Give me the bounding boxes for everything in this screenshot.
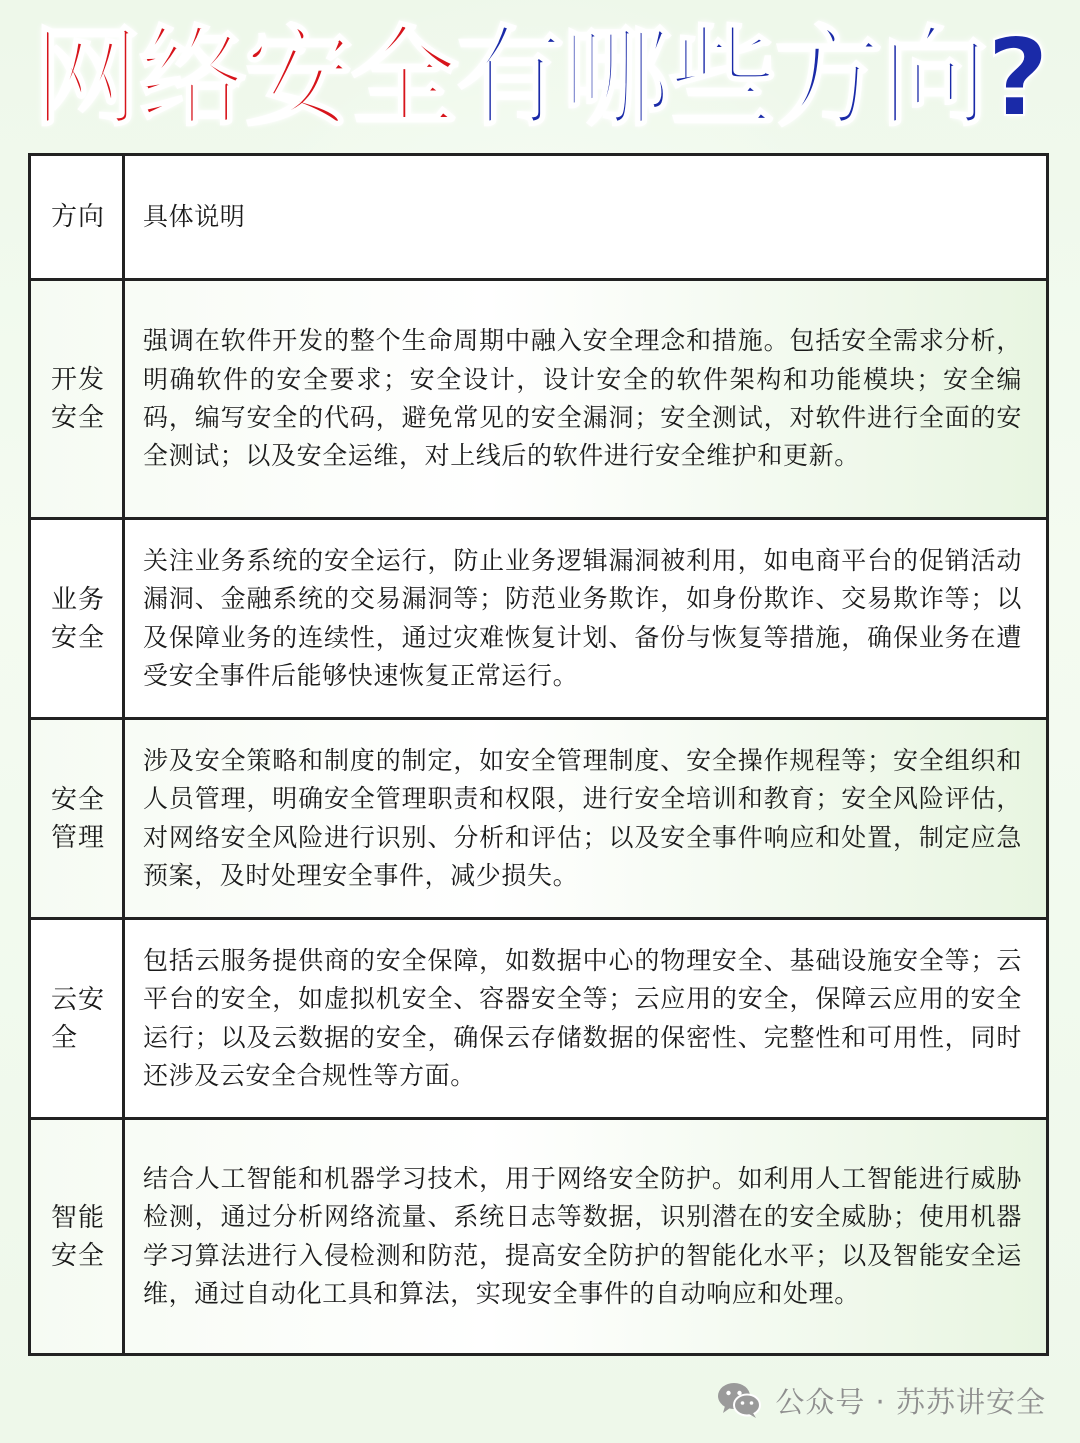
direction-label: 业务安全 — [51, 584, 106, 653]
description-text: 涉及安全策略和制度的制定，如安全管理制度、安全操作规程等；安全组织和人员管理，明确安全管理职责和权限，进行安全培训和教育；安全风险评估，对网络安全风险进行识别、分析和评估；以及安全事件响应和处置，制定应急预案，及时处理安全事件，减少损失。 — [143, 745, 1022, 890]
direction-label: 开发安全 — [51, 365, 106, 433]
page-title — [0, 14, 1080, 144]
table-row — [31, 517, 1046, 717]
header-direction-cell — [31, 156, 125, 278]
description-cell — [125, 520, 1046, 717]
header-description-label: 具体说明 — [143, 201, 246, 231]
footer-text: 公众号 · 苏苏讲安全 — [775, 1384, 1046, 1419]
table-row — [31, 917, 1046, 1117]
header-description-cell — [125, 156, 1046, 278]
table-header-row — [31, 156, 1046, 278]
direction-label: 智能安全 — [51, 1202, 106, 1271]
header-direction-label: 方向 — [51, 202, 106, 232]
direction-cell — [31, 520, 125, 717]
direction-cell — [31, 281, 125, 517]
description-cell — [125, 1120, 1046, 1353]
description-text: 结合人工智能和机器学习技术，用于网络安全防护。如利用人工智能进行威胁检测，通过分析网络流量、系统日志等数据，识别潜在的安全威胁；使用机器学习算法进行入侵检测和防范，提高安全防护的智能化水平；以及智能安全运维，通过自动化工具和算法，实现安全事件的自动响应和处理。 — [143, 1163, 1022, 1308]
description-cell — [125, 920, 1046, 1117]
direction-label: 云安全 — [51, 984, 106, 1053]
description-text: 包括云服务提供商的安全保障，如数据中心的物理安全、基础设施安全等；云平台的安全，如虚拟机安全、容器安全等；云应用的安全，保障云应用的安全运行；以及云数据的安全，确保云存储数据的保密性、完整性和可用性，同时还涉及云安全合规性等方面。 — [143, 945, 1022, 1090]
footer-watermark — [717, 1378, 1046, 1422]
title-blue-part: 有哪些方向? — [456, 16, 1048, 141]
wechat-icon — [717, 1381, 761, 1419]
table-row — [31, 1117, 1046, 1353]
description-cell — [125, 281, 1046, 517]
table-row — [31, 717, 1046, 917]
title-red-part: 网络安全 — [32, 16, 457, 141]
directions-table — [28, 153, 1049, 1356]
description-cell — [125, 720, 1046, 917]
direction-cell — [31, 720, 125, 917]
table-row — [31, 278, 1046, 517]
direction-label: 安全管理 — [51, 784, 106, 853]
description-text: 关注业务系统的安全运行，防止业务逻辑漏洞被利用，如电商平台的促销活动漏洞、金融系统的交易漏洞等；防范业务欺诈，如身份欺诈、交易欺诈等；以及保障业务的连续性，通过灾难恢复计划、备份与恢复等措施，确保业务在遭受安全事件后能够快速恢复正常运行。 — [143, 545, 1022, 690]
description-text: 强调在软件开发的整个生命周期中融入安全理念和措施。包括安全需求分析，明确软件的安全要求；安全设计，设计安全的软件架构和功能模块；安全编码，编写安全的代码，避免常见的安全漏洞；安全测试，对软件进行全面的安全测试；以及安全运维，对上线后的软件进行安全维护和更新。 — [143, 326, 1022, 471]
direction-cell — [31, 920, 125, 1117]
direction-cell — [31, 1120, 125, 1353]
